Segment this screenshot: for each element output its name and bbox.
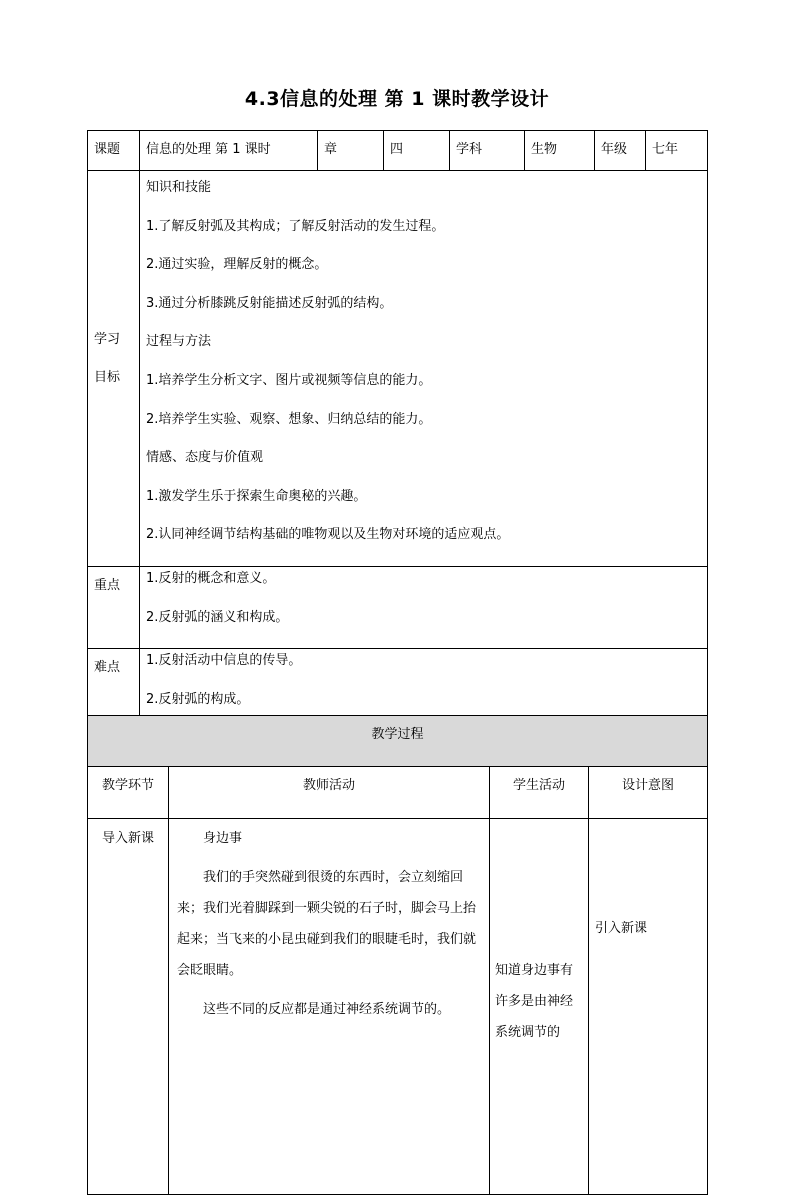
student-activity-cell: [490, 819, 589, 1195]
grade-value: 七年: [646, 131, 708, 171]
teacher-paragraph: 我们的手突然碰到很烫的东西时，会立刻缩回来；我们光着脚踩到一颗尖锐的石子时，脚会马上抬起来；当飞来的小昆虫碰到我们的眼睫毛时，我们就会眨眼睛。: [177, 870, 477, 978]
objective-line: 2.通过实验，理解反射的概念。: [146, 257, 328, 273]
objective-line: 2.培养学生实验、观察、想象、归纳总结的能力。: [146, 411, 432, 427]
topic-value: 信息的处理 第 1 课时: [140, 131, 318, 171]
teacher-heading: 身边事: [203, 831, 243, 846]
topic-label: 课题: [88, 131, 140, 171]
lesson-info-table: [87, 130, 708, 731]
chapter-label: 章: [318, 131, 384, 171]
design-intent-text: 引入新课: [595, 921, 648, 936]
col-stage-header: 教学环节: [88, 767, 169, 819]
process-band-title: 教学过程: [88, 716, 708, 767]
process-column-headers: [88, 767, 708, 819]
objective-line: 过程与方法: [146, 334, 212, 350]
key-point-line: 2.反射弧的涵义和构成。: [146, 609, 289, 625]
process-band-row: [88, 716, 708, 767]
difficulties-label: 难点: [88, 649, 140, 731]
objective-line: 情感、态度与价值观: [146, 450, 264, 466]
objective-line: 1.激发学生乐于探索生命奥秘的兴趣。: [146, 488, 367, 504]
objective-line: 1.培养学生分析文字、图片或视频等信息的能力。: [146, 372, 432, 388]
key-point-line: 1.反射的概念和意义。: [146, 570, 276, 586]
key-points-label: 重点: [88, 566, 140, 648]
difficulty-line: 2.反射弧的构成。: [146, 691, 250, 707]
objective-line: 1.了解反射弧及其构成；了解反射活动的发生过程。: [146, 218, 445, 234]
chapter-value: 四: [384, 131, 450, 171]
objective-line: 3.通过分析膝跳反射能描述反射弧的结构。: [146, 295, 393, 311]
subject-value: 生物: [525, 131, 595, 171]
objective-line: 2.认同神经调节结构基础的唯物观以及生物对环境的适应观点。: [146, 527, 510, 543]
col-teacher-header: 教师活动: [169, 767, 490, 819]
teacher-activity-cell: [169, 819, 490, 1195]
key-points-content: [140, 566, 708, 648]
col-intent-header: 设计意图: [589, 767, 708, 819]
grade-label: 年级: [595, 131, 646, 171]
teacher-paragraph: 这些不同的反应都是通过神经系统调节的。: [203, 1002, 451, 1017]
objectives-label: 学习 目标: [88, 171, 140, 567]
stage-cell: 导入新课: [88, 819, 169, 1195]
header-row: [88, 131, 708, 171]
design-intent-cell: [589, 819, 708, 1195]
page-title: 4.3信息的处理 第 1 课时教学设计: [244, 88, 550, 110]
key-points-row: [88, 566, 708, 648]
teaching-process-table: [87, 715, 708, 1195]
objectives-row: [88, 171, 708, 567]
process-row-intro: [88, 819, 708, 1195]
subject-label: 学科: [450, 131, 525, 171]
col-student-header: 学生活动: [490, 767, 589, 819]
objective-line: 知识和技能: [146, 180, 212, 195]
difficulty-line: 1.反射活动中信息的传导。: [146, 653, 302, 669]
student-activity-text: 知道身边事有许多是由神经系统调节的: [495, 963, 574, 1040]
objectives-content: [140, 171, 708, 567]
